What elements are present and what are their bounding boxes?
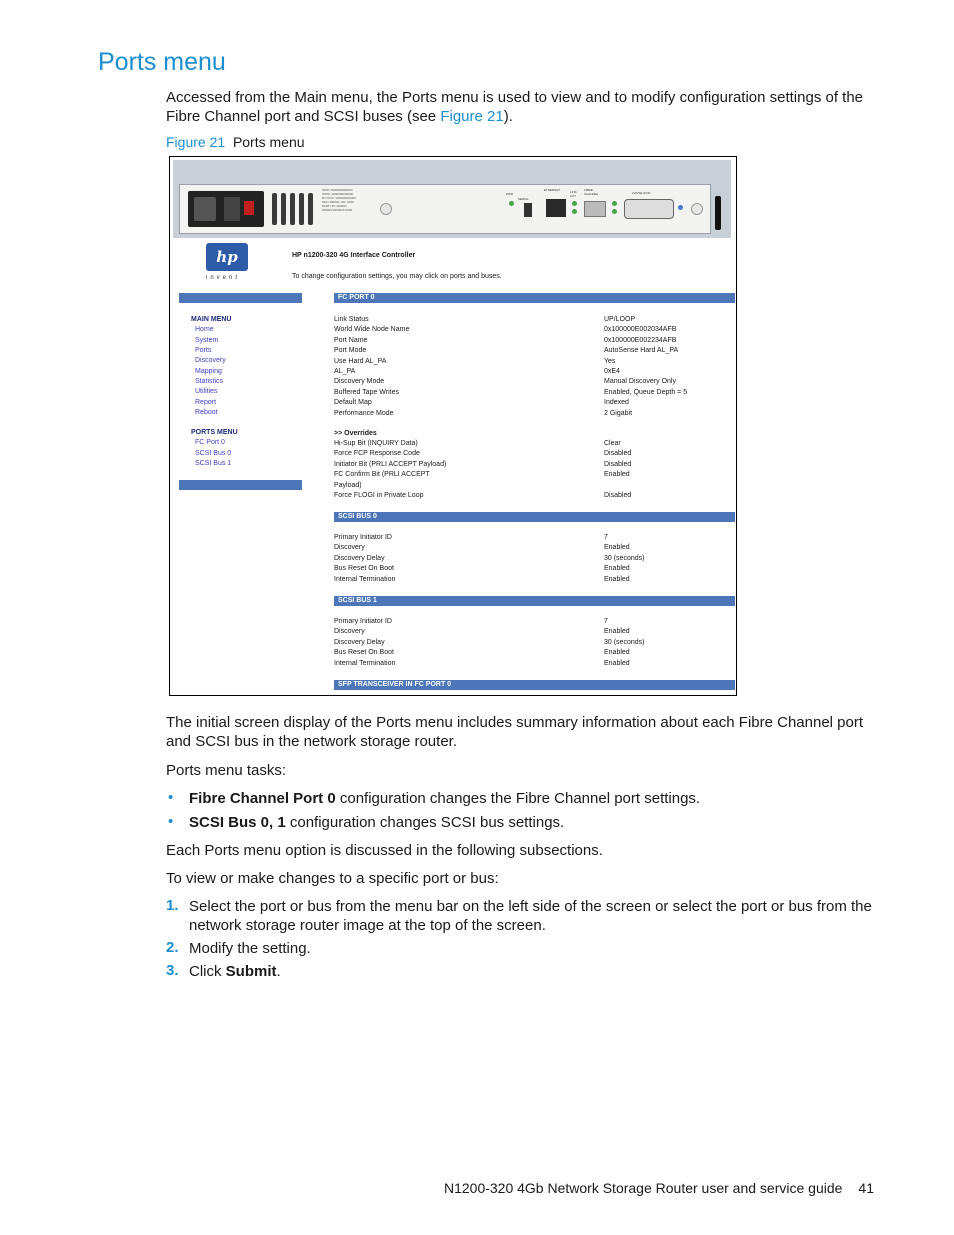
setting-label: Primary Initiator ID: [334, 618, 392, 625]
menu-item-report[interactable]: Report: [195, 399, 217, 406]
power-switch-icon: [224, 197, 240, 221]
ethernet-port-icon[interactable]: [546, 199, 566, 217]
setting-label: Buffered Tape Writes: [334, 388, 399, 396]
bullet-icon: •: [168, 789, 174, 806]
setting-label: Discovery: [334, 544, 365, 552]
setting-label: Bus Reset On Boot: [334, 565, 394, 573]
menu-item-reboot[interactable]: Reboot: [195, 409, 218, 416]
setting-label: Internal Termination: [334, 659, 396, 667]
power-socket-icon: [194, 197, 216, 221]
app-title: HP n1200-320 4G Interface Controller: [292, 252, 416, 259]
page-footer: [444, 1180, 874, 1196]
main-menu-title: MAIN MENU: [191, 316, 232, 323]
link-act-label: LINK ACT: [570, 190, 577, 198]
figure-label: Figure 21: [166, 134, 226, 150]
app-hint: To change configuration settings, you may click on ports and buses.: [292, 273, 502, 280]
setting-value: Enabled: [604, 565, 630, 573]
scsi-label: LVD/SE SCSI: [632, 191, 651, 195]
step-1-text: Select the port or bus from the menu bar on the left side of the screen or select the port or bus from the network storage router image at the top of the screen.: [189, 898, 872, 934]
sfp-header[interactable]: SFP TRANSCEIVER IN FC PORT 0: [334, 680, 735, 690]
menu-item-home[interactable]: Home: [195, 326, 214, 333]
intro-text-after: ).: [503, 108, 513, 125]
setting-label: Discovery Delay: [334, 554, 385, 562]
page-number: 41: [858, 1180, 874, 1196]
step-3-text: Click Submit.: [189, 963, 281, 980]
setting-value: Yes: [604, 357, 616, 365]
setting-value: UP/LOOP: [604, 316, 636, 323]
setting-label: Force FLOGI in Private Loop: [334, 492, 424, 499]
menu-item-ports[interactable]: Ports: [195, 347, 212, 354]
setting-value: 0x100000E002034AFB: [604, 326, 677, 334]
tasks-intro: Ports menu tasks:: [166, 762, 287, 779]
setting-value: Indexed: [604, 399, 629, 407]
setting-label: Force FCP Response Code: [334, 450, 420, 458]
power-module: [188, 191, 264, 227]
setting-value: Enabled, Queue Depth = 5: [604, 388, 688, 396]
setting-value: Disabled: [604, 492, 632, 499]
menu-item-statistics[interactable]: Statistics: [195, 378, 224, 385]
setting-value: Enabled: [604, 649, 630, 657]
task-item-scsi-bus: SCSI Bus 0, 1 configuration changes SCSI bus settings.: [189, 814, 565, 831]
sidebar-top-bar: [179, 293, 302, 303]
setting-value: Enabled: [604, 659, 630, 667]
setting-value: Disabled: [604, 460, 632, 468]
menu-item-utilities[interactable]: Utilities: [195, 388, 218, 395]
scsi-bus-1-header[interactable]: SCSI BUS 1: [334, 596, 735, 606]
power-indicator-icon: [244, 201, 254, 215]
footer-title: N1200-320 4Gb Network Storage Router user and service guide: [443, 1180, 843, 1196]
setting-label: Performance Mode: [334, 409, 394, 417]
menu-item-mapping[interactable]: Mapping: [195, 368, 222, 375]
setting-value: Clear: [604, 440, 621, 447]
setting-value: 30 (seconds): [604, 638, 645, 646]
figure-21-link[interactable]: Figure 21: [440, 108, 504, 125]
ports-menu-figure: [169, 156, 737, 696]
sidebar-bottom-bar: [179, 480, 302, 490]
setting-label: Payload): [334, 481, 362, 489]
setting-label: Bus Reset On Boot: [334, 649, 394, 657]
hp-invent-text: invent: [206, 275, 241, 281]
step-2-text: Modify the setting.: [189, 940, 311, 957]
serial-label: SERIAL: [518, 197, 529, 201]
setting-value: Enabled: [604, 575, 630, 583]
setting-value: 0xE4: [604, 368, 620, 375]
figure-caption: [166, 134, 305, 150]
router-panel-body: [179, 184, 711, 234]
steps-intro: To view or make changes to a specific port or bus:: [166, 870, 499, 887]
bullet-icon: •: [168, 813, 174, 830]
link-led-icon: [572, 201, 577, 206]
setting-label: Initiator Bit (PRLI ACCEPT Payload): [334, 460, 447, 468]
fc-led-2-icon: [612, 209, 617, 214]
menu-item-system[interactable]: System: [195, 337, 219, 344]
label-sticker: SPDI: 0000000000000 WWN: 1000000000000 DC7XXX: 000000000000 MFG SERIAL NO: 0000 PART NO: 000000 000000 0000000 0000: [322, 188, 356, 212]
setting-value: 30 (seconds): [604, 554, 645, 562]
step-number: 1.: [166, 897, 179, 914]
setting-label: AL_PA: [334, 368, 356, 375]
setting-label: Use Hard AL_PA: [334, 357, 387, 365]
setting-label: Hi-Sup Bit (INQUIRY Data): [334, 440, 418, 447]
ethernet-label: ETHERNET: [544, 188, 561, 192]
fibre-channel-label: FIBRE CHANNEL: [584, 188, 599, 196]
overrides-title: >> Overrides: [334, 430, 377, 437]
fc-led-icon: [612, 201, 617, 206]
setting-label: Link Status: [334, 316, 369, 323]
setting-value: 7: [604, 618, 608, 625]
setting-value: 0x100000E002234AFB: [604, 336, 677, 344]
scsi-led-icon: [678, 205, 683, 210]
setting-value: Enabled: [604, 628, 630, 636]
scsi-bus-0-header[interactable]: SCSI BUS 0: [334, 512, 735, 522]
setting-value: 2 Gigabit: [604, 409, 633, 417]
menu-item-discovery[interactable]: Discovery: [195, 357, 226, 364]
menu-item-fc-port-0[interactable]: FC Port 0: [195, 439, 225, 446]
task-item-fc-port: Fibre Channel Port 0 configuration changes the Fibre Channel port settings.: [189, 790, 701, 807]
setting-label: FC Confirm Bit (PRLI ACCEPT: [334, 471, 430, 479]
setting-value: Enabled: [604, 544, 630, 552]
step-number: 3.: [166, 962, 179, 979]
screw-icon: [691, 203, 703, 215]
intro-text-before: Accessed from the Main menu, the Ports menu is used to view and to modify configuration settings of the Fibre Channel port and SCSI buses (see: [166, 89, 864, 125]
setting-label: World Wide Node Name: [334, 326, 410, 334]
page-title: Ports menu: [98, 48, 226, 76]
setting-value: AutoSense Hard AL_PA: [604, 347, 679, 355]
serial-port-icon[interactable]: [524, 203, 532, 217]
discussed-paragraph: Each Ports menu option is discussed in the following subsections.: [166, 842, 603, 859]
fc-port-0-header[interactable]: FC PORT 0: [334, 293, 735, 303]
setting-value: 7: [604, 534, 608, 541]
setting-value: Manual Discovery Only: [604, 378, 676, 386]
setting-label: Port Name: [334, 336, 368, 344]
setting-label: Port Mode: [334, 347, 367, 355]
screw-icon: [380, 203, 392, 215]
setting-value: Disabled: [604, 450, 632, 458]
scsi-connector-icon[interactable]: [624, 199, 674, 219]
figure-caption-text: Ports menu: [232, 134, 305, 150]
menu-item-scsi-bus-1[interactable]: SCSI Bus 1: [195, 460, 232, 467]
pwr-led-icon: [509, 201, 514, 206]
menu-item-scsi-bus-0[interactable]: SCSI Bus 0: [195, 450, 232, 457]
step-number: 2.: [166, 939, 179, 956]
router-front-panel: [173, 160, 731, 238]
fc-port-icon[interactable]: [584, 201, 606, 217]
ports-menu-title: PORTS MENU: [191, 429, 238, 436]
summary-paragraph: The initial screen display of the Ports menu includes summary information about each Fibre Channel port and SCSI bus in the network storage router.: [166, 714, 864, 750]
setting-label: Discovery Delay: [334, 638, 385, 646]
setting-label: Default Map: [334, 399, 372, 407]
setting-label: Discovery Mode: [334, 378, 385, 386]
setting-label: Internal Termination: [334, 575, 396, 583]
act-led-icon: [572, 209, 577, 214]
intro-paragraph: [166, 88, 878, 126]
setting-value: Enabled: [604, 471, 630, 479]
handle-icon: [715, 196, 721, 230]
setting-label: Primary Initiator ID: [334, 534, 392, 541]
setting-label: Discovery: [334, 628, 365, 636]
pwr-label: PWR: [506, 192, 513, 196]
vent-slots: [272, 193, 317, 230]
hp-logo: hp: [206, 243, 248, 271]
